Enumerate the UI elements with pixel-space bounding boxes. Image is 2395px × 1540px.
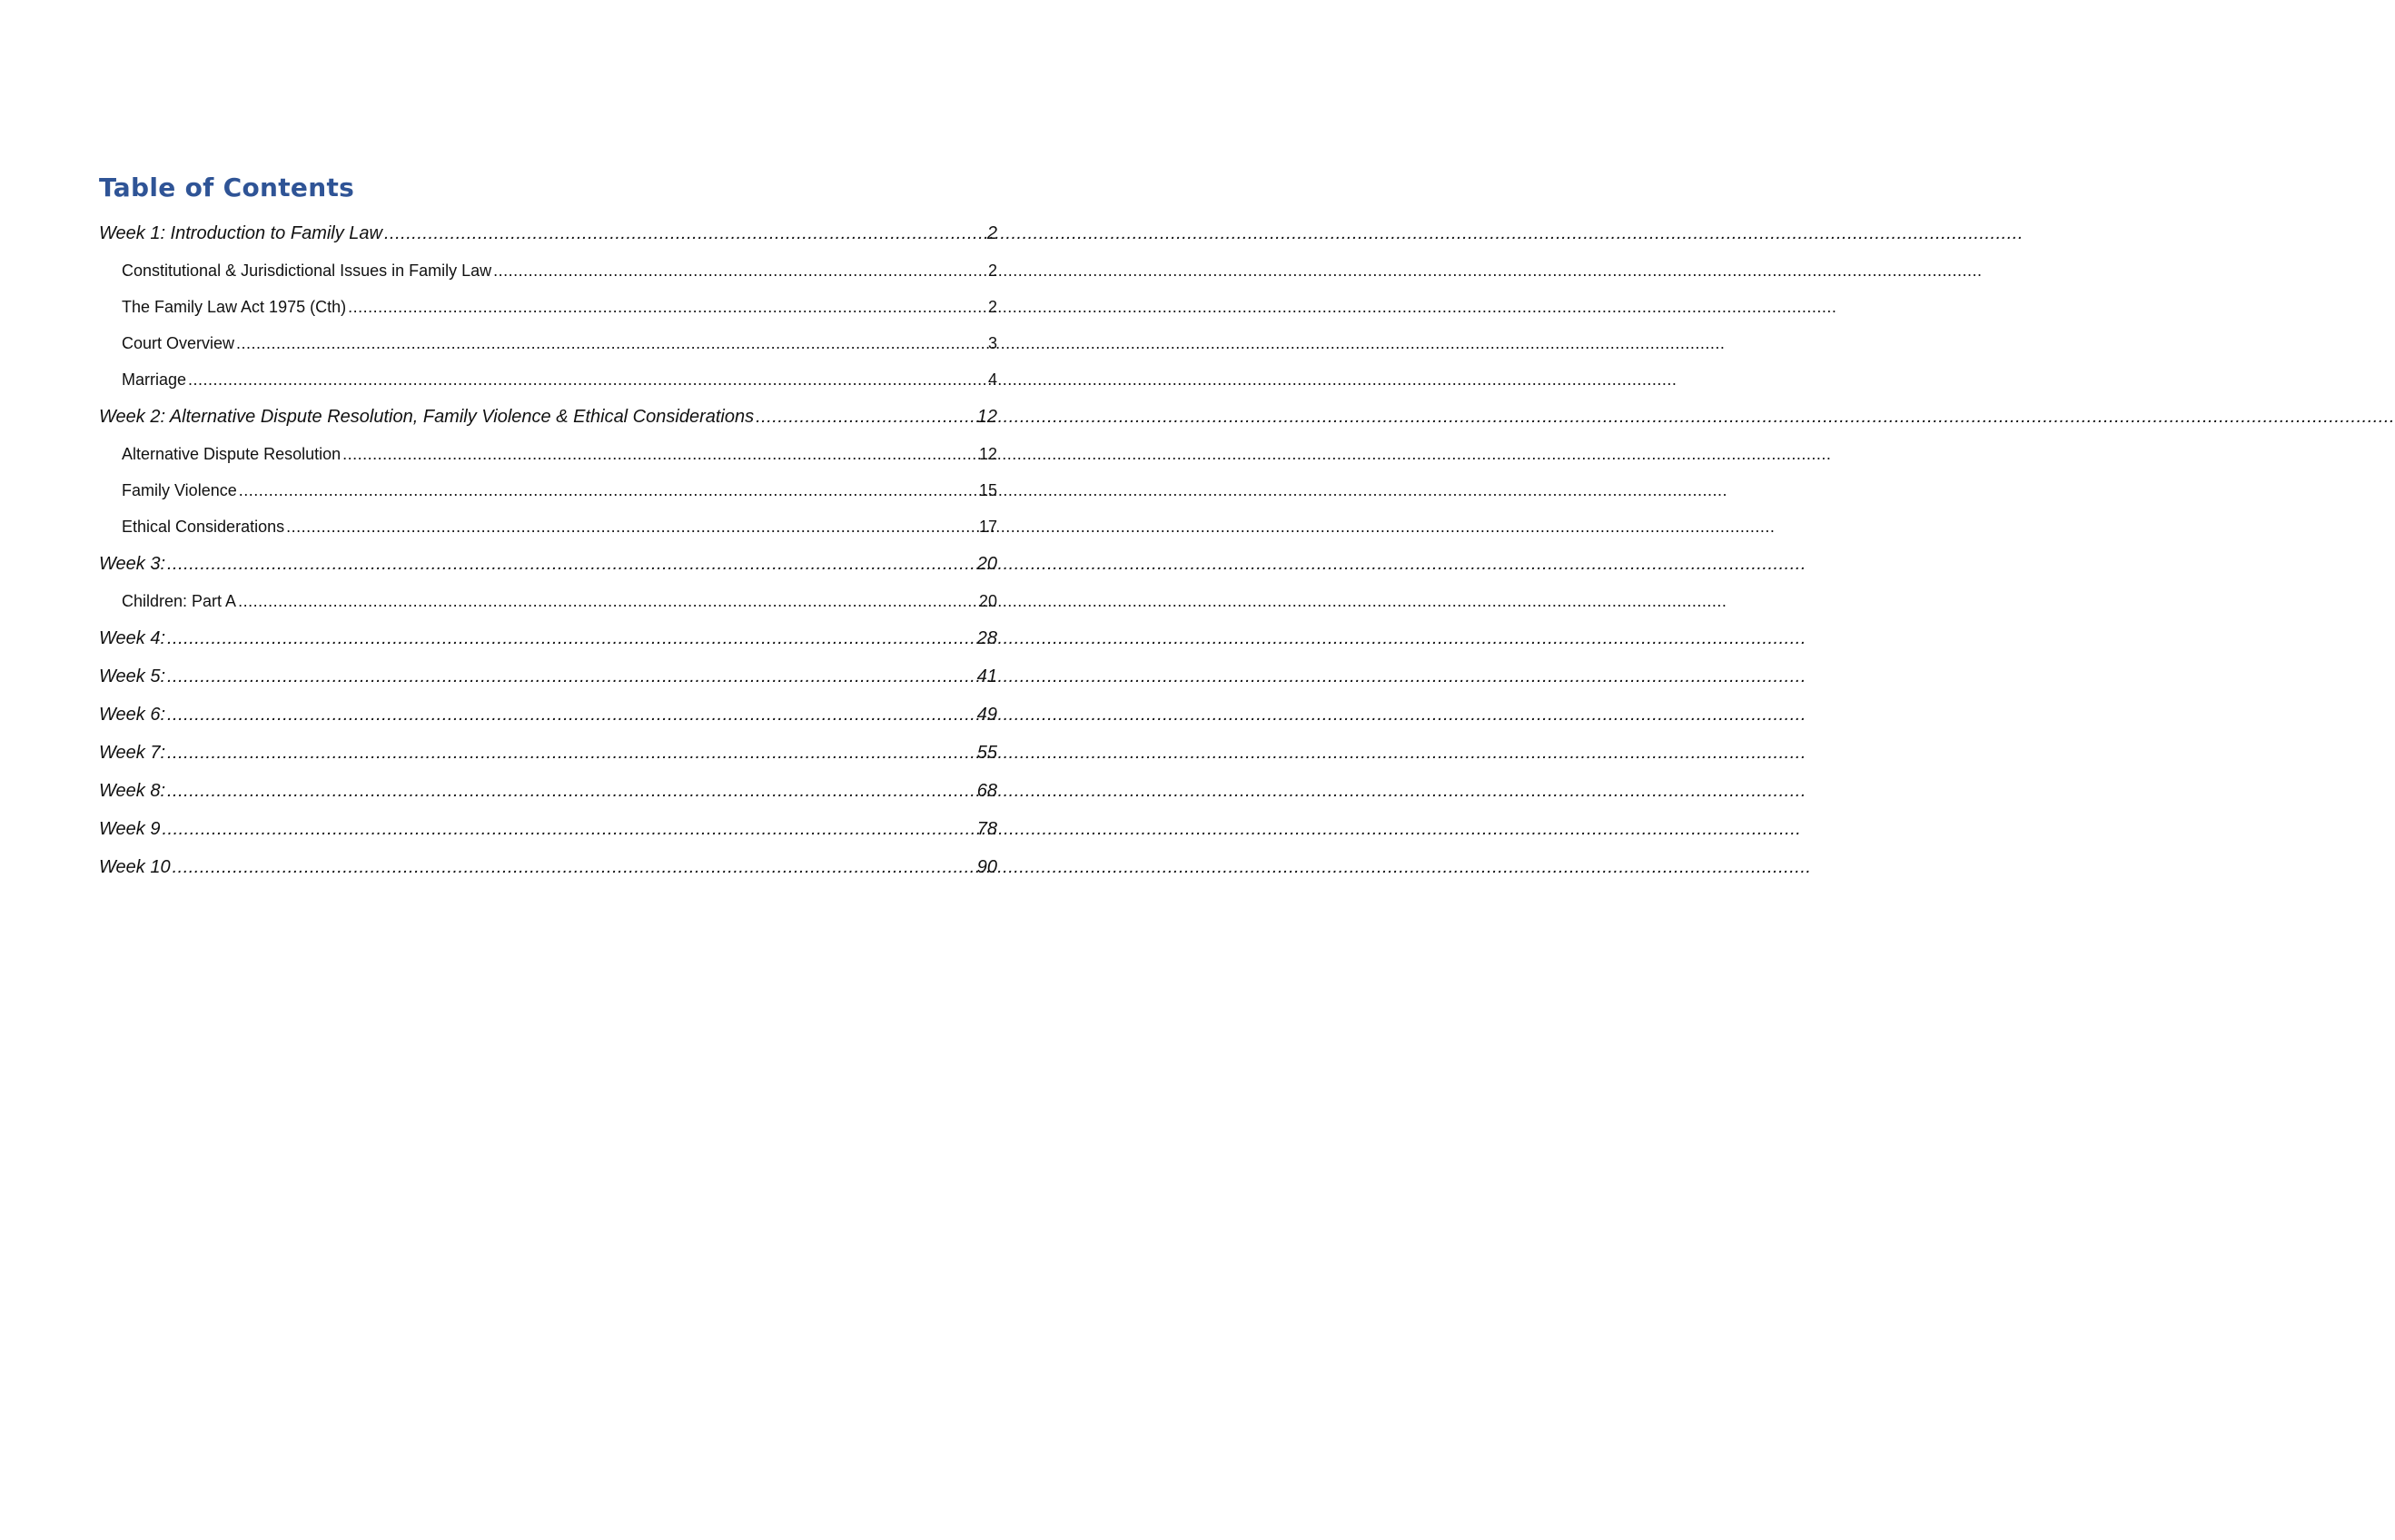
- toc-entry-text: Ethical Considerations: [122, 518, 285, 536]
- toc-leader: [188, 370, 986, 390]
- toc-entry-page: 2: [987, 262, 997, 280]
- toc-entry-text: Week 3:: [99, 554, 165, 574]
- toc-leader: [236, 334, 986, 353]
- toc-entry-page: 4: [987, 370, 997, 389]
- toc-entry-page: 2: [986, 223, 997, 243]
- toc-title: Table of Contents: [99, 173, 355, 202]
- toc-entry[interactable]: [99, 518, 997, 554]
- toc-leader: [167, 743, 975, 764]
- toc-entry-text: The Family Law Act 1975 (Cth): [122, 298, 347, 316]
- toc-entry-page: 68: [976, 781, 997, 801]
- toc-leader: [348, 298, 986, 317]
- toc-leader: [167, 705, 975, 726]
- toc-entry-page: 90: [976, 857, 997, 877]
- toc-entry-text: Alternative Dispute Resolution: [122, 445, 341, 463]
- toc-entry[interactable]: [99, 781, 997, 819]
- toc-entry-text: Family Violence: [122, 481, 237, 499]
- toc-entry-text: Week 7:: [99, 743, 165, 763]
- toc-leader: [167, 666, 975, 687]
- toc-entry[interactable]: [99, 857, 997, 895]
- toc-entry[interactable]: [99, 592, 997, 628]
- toc-entry-page: 41: [976, 666, 997, 686]
- toc-entry-text: Marriage: [122, 370, 187, 389]
- toc-entry-page: 28: [976, 628, 997, 648]
- toc-entry[interactable]: [99, 370, 997, 407]
- toc-entry-text: Children: Part A: [122, 592, 237, 610]
- toc-entry-text: Week 8:: [99, 781, 165, 801]
- toc-entry-text: Court Overview: [122, 334, 235, 352]
- toc-leader: [342, 445, 977, 464]
- toc-entry-page: 3: [987, 334, 997, 352]
- toc-entry-page: 12: [976, 407, 997, 427]
- toc-entry-page: 78: [976, 819, 997, 839]
- toc-leader: [384, 223, 985, 244]
- toc-entry-text: Week 2: Alternative Dispute Resolution, Family Violence & Ethical Considerations: [99, 407, 755, 427]
- toc-list: [99, 223, 997, 895]
- toc-leader: [238, 592, 977, 611]
- toc-entry[interactable]: [99, 445, 997, 481]
- toc-entry-page: 12: [978, 445, 997, 463]
- toc-leader: [173, 857, 975, 878]
- toc-entry-text: Week 9: [99, 819, 161, 839]
- toc-entry-page: 20: [976, 554, 997, 574]
- toc-entry-text: Week 5:: [99, 666, 165, 686]
- toc-entry[interactable]: [99, 554, 997, 592]
- toc-entry[interactable]: [99, 743, 997, 781]
- toc-entry[interactable]: [99, 666, 997, 705]
- toc-entry-page: 20: [978, 592, 997, 610]
- toc-entry-text: Week 6:: [99, 705, 165, 725]
- toc-entry[interactable]: [99, 819, 997, 857]
- toc-entry-page: 2: [987, 298, 997, 316]
- toc-entry-page: 17: [978, 518, 997, 536]
- document-page: [0, 0, 1090, 1540]
- toc-leader: [167, 554, 975, 575]
- toc-leader: [239, 481, 977, 500]
- toc-entry[interactable]: [99, 334, 997, 370]
- toc-entry[interactable]: [99, 298, 997, 334]
- toc-entry[interactable]: [99, 262, 997, 298]
- toc-entry[interactable]: [99, 705, 997, 743]
- toc-entry-text: Week 10: [99, 857, 171, 877]
- toc-entry-page: 49: [976, 705, 997, 725]
- toc-leader: [286, 518, 977, 537]
- toc-entry-page: 15: [978, 481, 997, 499]
- toc-leader: [493, 262, 986, 281]
- toc-leader: [167, 628, 975, 649]
- toc-leader: [167, 781, 975, 802]
- toc-entry[interactable]: [99, 407, 997, 445]
- toc-entry[interactable]: [99, 628, 997, 666]
- toc-leader: [756, 407, 975, 428]
- toc-entry-text: Week 4:: [99, 628, 165, 648]
- toc-entry-text: Constitutional & Jurisdictional Issues in Family Law: [122, 262, 492, 280]
- toc-entry-text: Week 1: Introduction to Family Law: [99, 223, 382, 243]
- toc-leader: [162, 819, 975, 840]
- toc-entry[interactable]: [99, 481, 997, 518]
- toc-entry[interactable]: [99, 223, 997, 262]
- toc-entry-page: 55: [976, 743, 997, 763]
